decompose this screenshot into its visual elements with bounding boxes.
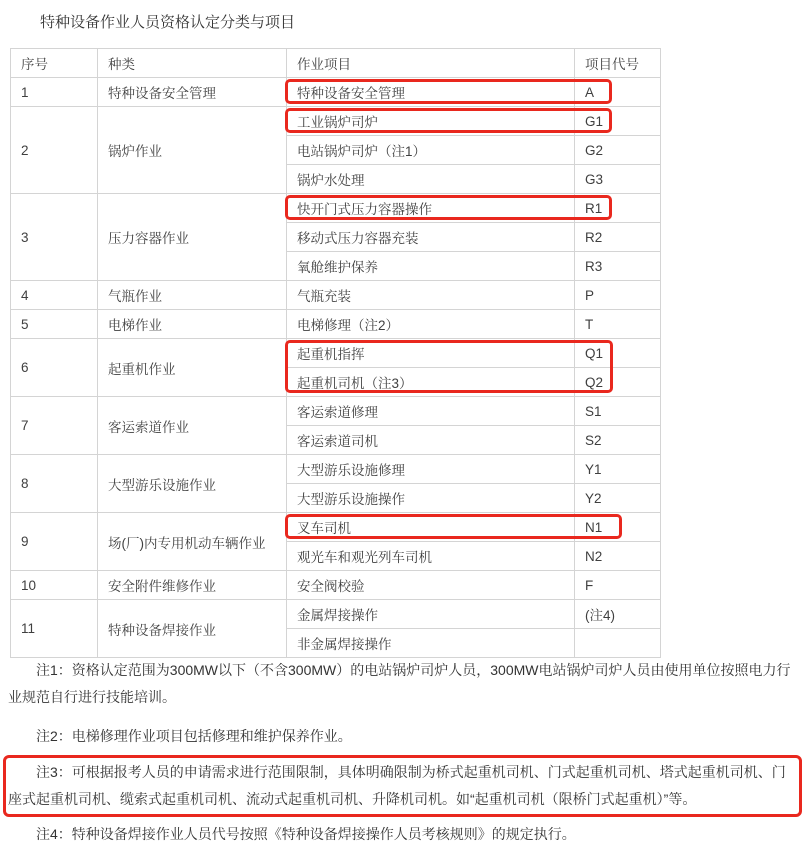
note-4-text: 注4：特种设备焊接作业人员代号按照《特种设备焊接操作人员考核规则》的规定执行。 xyxy=(36,826,576,842)
note-1-text: 注1：资格认定范围为300MW以下（不含300MW）的电站锅炉司炉人员，300MW电站锅炉司炉人员由使用单位按照电力行业规范自行进行技能培训。 xyxy=(8,662,791,705)
note-4 xyxy=(8,821,796,848)
header-code: 项目代号 xyxy=(575,49,661,78)
code-cell: R3 xyxy=(575,252,661,281)
serial-cell: 4 xyxy=(11,281,98,310)
category-cell: 大型游乐设施作业 xyxy=(98,455,287,513)
table-row xyxy=(11,513,661,542)
qualification-table xyxy=(10,48,661,658)
code-cell: Y2 xyxy=(575,484,661,513)
project-cell: 客运索道修理 xyxy=(287,397,575,426)
table-row xyxy=(11,107,661,136)
serial-cell: 3 xyxy=(11,194,98,281)
note-2 xyxy=(8,723,796,750)
code-cell: N2 xyxy=(575,542,661,571)
category-cell: 安全附件维修作业 xyxy=(98,571,287,600)
highlight-box-note-3 xyxy=(3,755,802,817)
note-2-text: 注2：电梯修理作业项目包括修理和维护保养作业。 xyxy=(36,728,352,744)
serial-cell: 10 xyxy=(11,571,98,600)
code-cell: F xyxy=(575,571,661,600)
code-cell: Y1 xyxy=(575,455,661,484)
note-1 xyxy=(8,657,796,711)
project-cell: 快开门式压力容器操作 xyxy=(287,194,575,223)
code-cell: N1 xyxy=(575,513,661,542)
code-cell xyxy=(575,629,661,658)
project-cell: 电站锅炉司炉（注1） xyxy=(287,136,575,165)
note-3-text: 注3：可根据报考人员的申请需求进行范围限制，具体明确限制为桥式起重机司机、门式起重机司机、塔式起重机司机、门座式起重机司机、缆索式起重机司机、流动式起重机司机、升降机司机。如“起重机司机（限桥门式起重机）”等。 xyxy=(8,764,786,807)
code-cell: G1 xyxy=(575,107,661,136)
code-cell: Q1 xyxy=(575,339,661,368)
code-cell: P xyxy=(575,281,661,310)
table-row xyxy=(11,600,661,629)
serial-cell: 5 xyxy=(11,310,98,339)
code-cell: S2 xyxy=(575,426,661,455)
project-cell: 大型游乐设施修理 xyxy=(287,455,575,484)
category-cell: 特种设备安全管理 xyxy=(98,78,287,107)
code-cell: A xyxy=(575,78,661,107)
table-row xyxy=(11,194,661,223)
category-cell: 电梯作业 xyxy=(98,310,287,339)
serial-cell: 1 xyxy=(11,78,98,107)
category-cell: 特种设备焊接作业 xyxy=(98,600,287,658)
header-category: 种类 xyxy=(98,49,287,78)
code-cell: Q2 xyxy=(575,368,661,397)
page-title: 特种设备作业人员资格认定分类与项目 xyxy=(40,14,296,31)
project-cell: 金属焊接操作 xyxy=(287,600,575,629)
project-cell: 大型游乐设施操作 xyxy=(287,484,575,513)
serial-cell: 7 xyxy=(11,397,98,455)
header-serial: 序号 xyxy=(11,49,98,78)
project-cell: 锅炉水处理 xyxy=(287,165,575,194)
table-row xyxy=(11,310,661,339)
category-cell: 场(厂)内专用机动车辆作业 xyxy=(98,513,287,571)
code-cell: (注4) xyxy=(575,600,661,629)
project-cell: 特种设备安全管理 xyxy=(287,78,575,107)
table-row xyxy=(11,455,661,484)
serial-cell: 11 xyxy=(11,600,98,658)
table-header-row xyxy=(11,49,661,78)
project-cell: 电梯修理（注2） xyxy=(287,310,575,339)
code-cell: G2 xyxy=(575,136,661,165)
project-cell: 工业锅炉司炉 xyxy=(287,107,575,136)
code-cell: T xyxy=(575,310,661,339)
table-row xyxy=(11,397,661,426)
project-cell: 气瓶充装 xyxy=(287,281,575,310)
project-cell: 起重机指挥 xyxy=(287,339,575,368)
project-cell: 客运索道司机 xyxy=(287,426,575,455)
project-cell: 叉车司机 xyxy=(287,513,575,542)
category-cell: 压力容器作业 xyxy=(98,194,287,281)
table-row xyxy=(11,281,661,310)
code-cell: R1 xyxy=(575,194,661,223)
header-project: 作业项目 xyxy=(287,49,575,78)
project-cell: 安全阀校验 xyxy=(287,571,575,600)
category-cell: 起重机作业 xyxy=(98,339,287,397)
project-cell: 观光车和观光列车司机 xyxy=(287,542,575,571)
code-cell: G3 xyxy=(575,165,661,194)
table-row xyxy=(11,339,661,368)
project-cell: 非金属焊接操作 xyxy=(287,629,575,658)
serial-cell: 2 xyxy=(11,107,98,194)
category-cell: 气瓶作业 xyxy=(98,281,287,310)
serial-cell: 6 xyxy=(11,339,98,397)
project-cell: 氧舱维护保养 xyxy=(287,252,575,281)
project-cell: 移动式压力容器充装 xyxy=(287,223,575,252)
code-cell: S1 xyxy=(575,397,661,426)
category-cell: 锅炉作业 xyxy=(98,107,287,194)
serial-cell: 9 xyxy=(11,513,98,571)
category-cell: 客运索道作业 xyxy=(98,397,287,455)
project-cell: 起重机司机（注3） xyxy=(287,368,575,397)
code-cell: R2 xyxy=(575,223,661,252)
table-row xyxy=(11,78,661,107)
serial-cell: 8 xyxy=(11,455,98,513)
table-row xyxy=(11,571,661,600)
